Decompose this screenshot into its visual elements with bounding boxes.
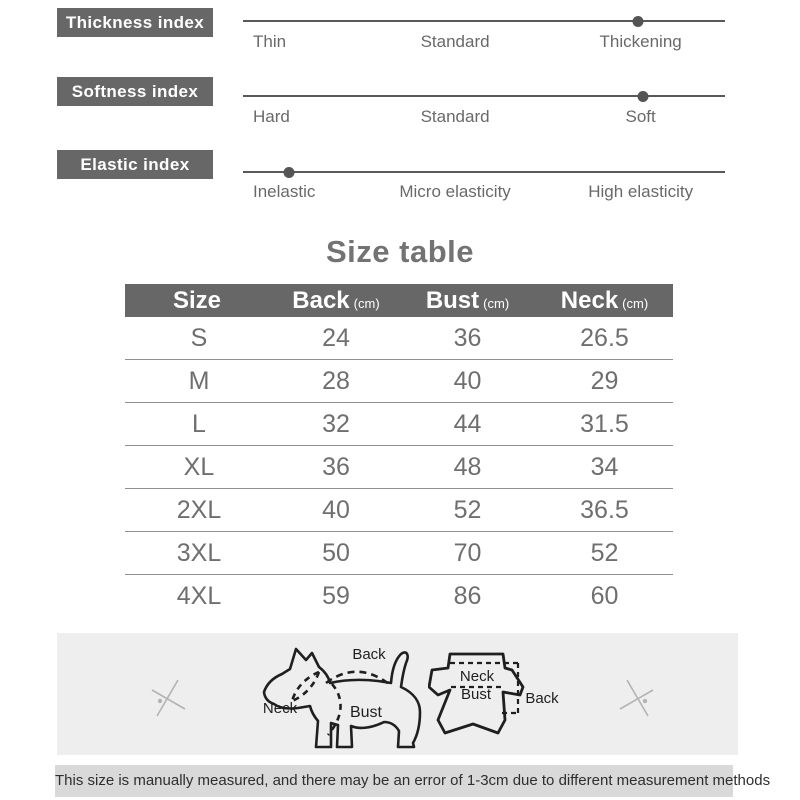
table-row-m: M 28 40 29 (125, 360, 673, 403)
softness-index-row (0, 77, 800, 143)
column-header-back: Back (cm) (292, 286, 380, 314)
softness-scale-dot (638, 91, 649, 102)
elastic-option-high: High elasticity (588, 182, 694, 201)
cut-mark-icon (617, 678, 657, 718)
scale-line (243, 171, 725, 173)
table-row-s: S 24 36 26.5 (125, 317, 673, 360)
dog-bust-label: Bust (349, 704, 383, 721)
elastic-option-micro: Micro elasticity (399, 182, 511, 201)
elastic-index-badge: Elastic index (57, 150, 213, 179)
elastic-index-row (0, 150, 800, 216)
measurement-disclaimer: This size is manually measured, and there may be an error of 1-3cm due to different measurement methods (55, 765, 733, 797)
thickness-option-thin: Thin (253, 32, 287, 51)
column-header-neck: Neck (cm) (560, 286, 649, 314)
size-table-title: Size table (326, 234, 474, 269)
thickness-scale-dot (633, 16, 644, 27)
dog-neck-label: Neck (262, 700, 298, 717)
table-row-xl: XL 36 48 34 (125, 446, 673, 489)
garment-back-label: Back (525, 690, 559, 707)
dog-outline (264, 649, 420, 747)
softness-option-hard: Hard (253, 107, 290, 126)
table-row-3xl: 3XL 50 70 52 (125, 532, 673, 575)
elastic-scale (243, 150, 725, 216)
column-header-bust: Bust (cm) (425, 286, 510, 314)
elastic-option-inelastic: Inelastic (253, 182, 316, 201)
garment-bust-label: Bust (460, 686, 492, 703)
table-row-4xl: 4XL 59 86 60 (176, 581, 619, 610)
size-table (125, 284, 673, 617)
softness-scale (243, 77, 725, 143)
softness-option-soft: Soft (625, 107, 656, 126)
measurement-diagram-panel (57, 633, 738, 755)
table-row-2xl: 2XL 40 52 36.5 (125, 489, 673, 532)
cut-mark-icon (148, 678, 188, 718)
softness-index-badge: Softness index (57, 77, 213, 106)
thickness-option-thickening: Thickening (599, 32, 682, 51)
table-row-l: L 32 44 31.5 (125, 403, 673, 446)
dog-measurement-diagram (252, 636, 430, 754)
dog-back-label: Back (352, 646, 386, 663)
garment-measurement-diagram (428, 642, 578, 754)
thickness-option-standard: Standard (420, 32, 490, 51)
thickness-index-badge: Thickness index (57, 8, 213, 37)
scale-line (243, 20, 725, 22)
column-header-size: Size (172, 286, 221, 314)
thickness-index-row (0, 8, 800, 74)
elastic-scale-dot (283, 167, 294, 178)
dog-neck-measure-line (292, 672, 319, 701)
size-table-header (125, 284, 673, 317)
scale-line (243, 95, 725, 97)
thickness-scale (243, 8, 725, 74)
softness-option-standard: Standard (420, 107, 490, 126)
garment-neck-label: Neck (459, 668, 495, 685)
